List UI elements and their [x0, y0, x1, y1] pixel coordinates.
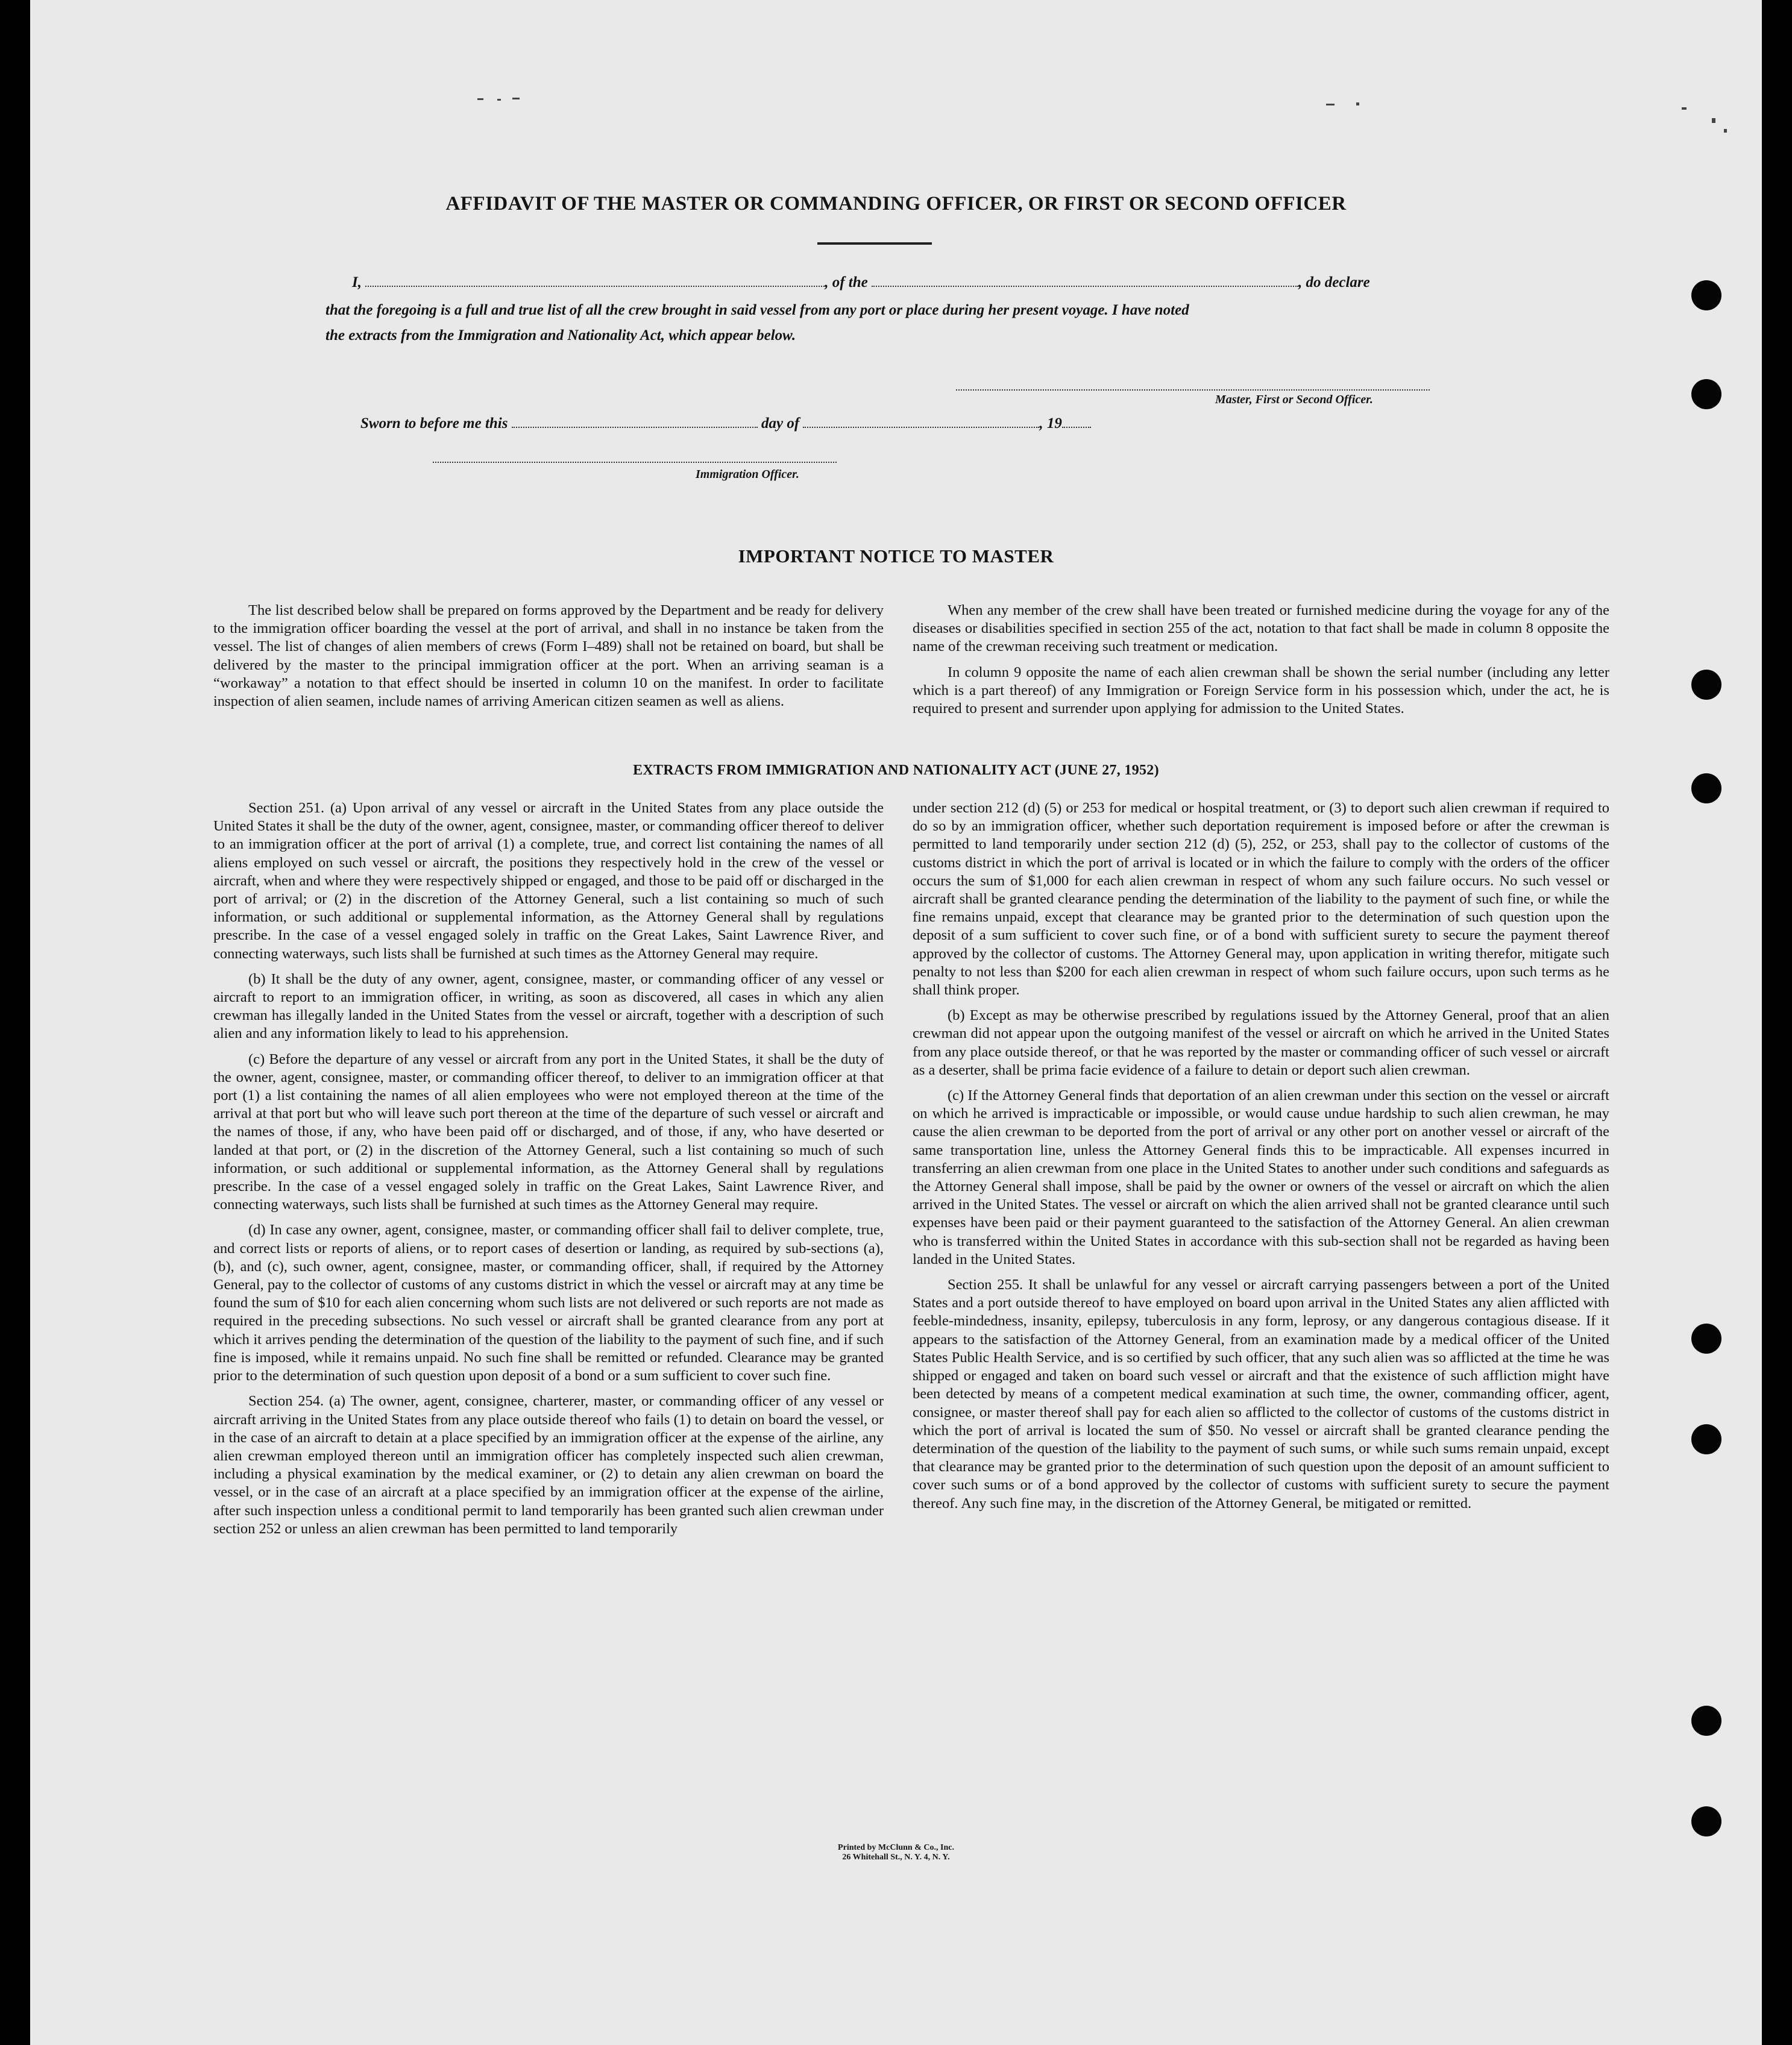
section-255: Section 255. It shall be unlawful for any vessel or aircraft carrying passengers between a port of the United States and a port outside thereof to have employed on board upon arrival in the United States any alien afflicted with feeble-mindedness, insanity, epilepsy, tuberculosis in any form, leprosy, or any dangerous contagious disease. If it appears to the satisfaction of the Attorney General, from an examination made by a medical officer of the United States Public Health Service, and is so certified by such officer, that any such alien was so afflicted at the time he was shipped or engaged and taken on board such vessel or aircraft and that the existence of such affliction might have been detected by means of a competent medical examination at such time, the owner, commanding officer, agent, consignee, or master thereof shall pay for each alien so afflicted to the collector of customs of the customs district in which the port of arrival is located the sum of $50. No vessel or aircraft shall be granted clearance pending the determination of the question of the liability to the payment of such sums, or while such sums remain unpaid, except that clearance may be granted prior to the determination of such question upon the deposit of an amount sufficient to cover such sums or of a bond approved by the collector of customs with sufficient surety to secure the payment thereof. Any such fine may, in the discretion of the Attorney General, be mitigated or remitted. — [913, 1277, 1609, 1512]
notice-title: IMPORTANT NOTICE TO MASTER — [738, 545, 1054, 567]
notice-right-column — [913, 602, 1609, 725]
scan-speck — [497, 99, 501, 101]
notice-paragraph: The list described below shall be prepared on forms approved by the Department and be ready for delivery to the immigration officer boarding the vessel at the port of arrival, and shall in no instance be taken from the vessel. The list of changes of alien members of crews (Form I–489) shall not be retained on board, but shall be delivered by the master to the principal immigration officer at the port. When an arriving seaman is a “workaway” a notation to that effect should be inserted in column 10 on the manifest. In order to facilitate inspection of alien seamen, include names of arriving American citizen seamen as well as aliens. — [213, 602, 884, 710]
declaration-text-2: the extracts from the Immigration and Nationality Act, which appear below. — [325, 327, 796, 344]
document-page — [30, 0, 1762, 2045]
decl-i-label: I, — [352, 274, 362, 291]
printer-line-1: Printed by McClunn & Co., Inc. — [838, 1843, 954, 1852]
extracts-title: EXTRACTS FROM IMMIGRATION AND NATIONALITY ACT (JUNE 27, 1952) — [633, 762, 1159, 778]
officer-label: Immigration Officer. — [696, 468, 799, 481]
sworn-line — [360, 415, 1265, 432]
declaration-line — [352, 274, 1467, 291]
punch-hole — [1691, 1706, 1721, 1736]
decl-of-the-label: , of the — [825, 274, 868, 291]
affidavit-title: AFFIDAVIT OF THE MASTER OR COMMANDING OFFICER, OR FIRST OR SECOND OFFICER — [445, 193, 1347, 215]
sworn-month-field[interactable] — [803, 415, 1039, 428]
declaration-text-1: that the foregoing is a full and true list of all the crew brought in said vessel from any port or place during her present voyage. I have noted — [325, 302, 1189, 318]
master-label: Master, First or Second Officer. — [1215, 393, 1373, 406]
sworn-year-field[interactable] — [1062, 415, 1091, 428]
decl-do-declare-label: , do declare — [1298, 274, 1370, 291]
sworn-label: Sworn to before me this — [360, 415, 508, 432]
section-251c: (c) Before the departure of any vessel or aircraft from any port in the United States, it shall be the duty of the owner, agent, consignee, master, or commanding officer thereof, to deliver to an immigration officer at that port (1) a list containing the names of all alien employees who were not employed thereon at the time of the arrival at that port but who will leave such port thereon at the time of the departure of such vessel or aircraft and the names of those, if any, who have been paid off or discharged, and of those, if any, who have deserted or landed at that port, or (2) in the discretion of the Attorney General, such a list containing so much of such information, or such additional or supplemental information, as the Attorney General shall by regulations prescribe. In the case of a vessel engaged solely in traffic on the Great Lakes, Saint Lawrence River, and connecting waterways, such lists shall be furnished at such times as the Attorney General may require. — [213, 1051, 884, 1213]
scan-speck — [1682, 107, 1687, 110]
punch-hole — [1691, 670, 1721, 700]
punch-hole — [1691, 1324, 1721, 1354]
notice-paragraph: When any member of the crew shall have been treated or furnished medicine during the voyage for any of the diseases or disabilities specified in section 255 of the act, notation to that fact shall be made in column 8 opposite the name of the crewman receiving such treatment or medication. — [913, 602, 1609, 655]
year-prefix-label: , 19 — [1039, 415, 1062, 432]
printer-line-2: 26 Whitehall St., N. Y. 4, N. Y. — [842, 1853, 950, 1862]
scan-speck — [1326, 104, 1335, 105]
scan-speck — [512, 98, 520, 99]
scan-speck — [477, 98, 483, 100]
sworn-day-field[interactable] — [512, 415, 758, 428]
extracts-left-column — [213, 799, 884, 1545]
section-254a: Section 254. (a) The owner, agent, consignee, charterer, master, or commanding officer of any vessel or aircraft arriving in the United States from any place outside thereof who fails (1) to detain on board the vessel, or in the case of an aircraft to detain at a place specified by an immigration officer at the expense of the airline, any alien crewman employed thereon until an immigration officer has completely inspected such alien crewman, including a physical examination by the medical examiner, or (2) to detain any alien crewman on board the vessel, or in the case of an aircraft at a place specified by an immigration officer at the expense of the airline, after such inspection unless a conditional permit to land temporarily has been granted such alien crewman under section 252 or unless an alien crewman has been permitted to land temporarily — [213, 1393, 884, 1537]
scan-speck — [1724, 129, 1727, 133]
section-251d: (d) In case any owner, agent, consignee, master, or commanding officer shall fail to deliver complete, true, and correct lists or reports of aliens, or to report cases of desertion or landing, as required by sub-sections (a), (b), and (c), such owner, agent, consignee, master, or commanding officer, shall, if required by the Attorney General, pay to the collector of customs of any customs district in which the vessel or aircraft may at any time be found the sum of $10 for each alien concerning whom such lists are not delivered or such reports are not made as required in the preceding subsections. No such vessel or aircraft shall be granted clearance from any port at which it arrives pending the determination of the question of the liability to the payment of such fine, and if such fine is imposed, while it remains unpaid. No such fine shall be remitted or refunded. Clearance may be granted prior to the determination of such question upon deposit of a bond or a sum sufficient to cover such fine. — [213, 1222, 884, 1384]
extracts-right-column — [913, 799, 1609, 1520]
notice-paragraph: In column 9 opposite the name of each alien crewman shall be shown the serial number (including any letter which is a part thereof) of any Immigration or Foreign Service form in his possession which, under the act, he is required to present and surrender upon applying for admission to the United States. — [913, 664, 1609, 717]
punch-hole — [1691, 1424, 1721, 1454]
title-rule — [817, 242, 932, 245]
section-254b: (b) Except as may be otherwise prescribed by regulations issued by the Attorney General, proof that an alien crewman did not appear upon the outgoing manifest of the vessel or aircraft on which he arrived in the United States from any place outside thereof, or that he was reported by the master or commanding officer of such vessel or aircraft as a deserter, shall be prima facie evidence of a failure to detain or deport such alien crewman. — [913, 1007, 1609, 1078]
officer-signature-line[interactable] — [433, 462, 837, 464]
vessel-field[interactable] — [872, 274, 1298, 287]
name-field[interactable] — [365, 274, 825, 287]
scan-speck — [1712, 118, 1715, 123]
master-signature-line[interactable] — [956, 389, 1430, 392]
section-251b: (b) It shall be the duty of any owner, agent, consignee, master, or commanding officer of any vessel or aircraft to report to an immigration officer, in writing, as soon as discovered, all cases in which any alien crewman has illegally landed in the United States from the vessel or aircraft, together with a description of such alien and any information likely to lead to his apprehension. — [213, 970, 884, 1042]
section-254c: (c) If the Attorney General finds that deportation of an alien crewman under this section on the vessel or aircraft on which he arrived is impracticable or impossible, or would cause undue hardship to such alien crewman, he may cause the alien crewman to be deported from the port of arrival or any other port on another vessel or aircraft of the same transportation line, unless the Attorney General finds this to be impracticable. All expenses incurred in transferring an alien crewman from one place in the United States to another under such conditions and safeguards as the Attorney General shall impose, shall be paid by the owner or owners of the vessel or aircraft on which the alien arrived in the United States. The vessel or aircraft on which the alien arrived shall not be granted clearance until such expenses have been paid or their payment guaranteed to the satisfaction of the Attorney General. An alien crewman who is transferred within the United States in accordance with this sub-section shall not be regarded as having been landed in the United States. — [913, 1087, 1609, 1268]
section-254a-continued: under section 212 (d) (5) or 253 for medical or hospital treatment, or (3) to deport such alien crewman if required to do so by an immigration officer, whether such deportation requirement is imposed before or after the crewman is permitted to land temporarily under section 212 (d) (5), 252, or 253, shall pay to the collector of customs of the customs district in which the port of arrival is located or in which the failure to comply with the orders of the officer occurs the sum of $1,000 for each alien crewman in respect of whom any such failure occurs. No such vessel or aircraft shall be granted clearance pending the determination of the liability to the payment of such fine, or while the fine remains unpaid, except that clearance may be granted prior to the determination of such question upon the deposit of a sum sufficient to cover such fine, or of a bond with sufficient surety to secure the payment thereof approved by the collector of customs. The Attorney General may, upon application in writing therefor, mitigate such penalty to not less than $200 for each alien crewman in respect of whom such failure occurs, upon such terms as he shall think proper. — [913, 800, 1609, 999]
notice-left-column — [213, 602, 884, 718]
punch-hole — [1691, 379, 1721, 409]
punch-hole — [1691, 280, 1721, 310]
punch-hole — [1691, 1806, 1721, 1836]
day-of-label: day of — [761, 415, 800, 432]
section-251a: Section 251. (a) Upon arrival of any vessel or aircraft in the United States from any place outside the United States it shall be the duty of the owner, agent, consignee, master, or commanding officer thereof to deliver to an immigration officer at the port of arrival (1) a complete, true, and correct list containing the names of all aliens employed on such vessel or aircraft, the positions they respectively hold in the crew of the vessel or aircraft, when and where they were respectively shipped or engaged, and those to be paid off or discharged in the port of arrival; or (2) in the discretion of the Attorney General, such a list containing so much of such information, or such additional or supplemental information, as the Attorney General shall by regulations prescribe. In the case of a vessel engaged solely in traffic on the Great Lakes, Saint Lawrence River, and connecting waterways, such lists shall be furnished at such times as the Attorney General may require. — [213, 800, 884, 962]
scan-speck — [1356, 102, 1359, 105]
printer-imprint — [30, 1843, 1762, 1862]
